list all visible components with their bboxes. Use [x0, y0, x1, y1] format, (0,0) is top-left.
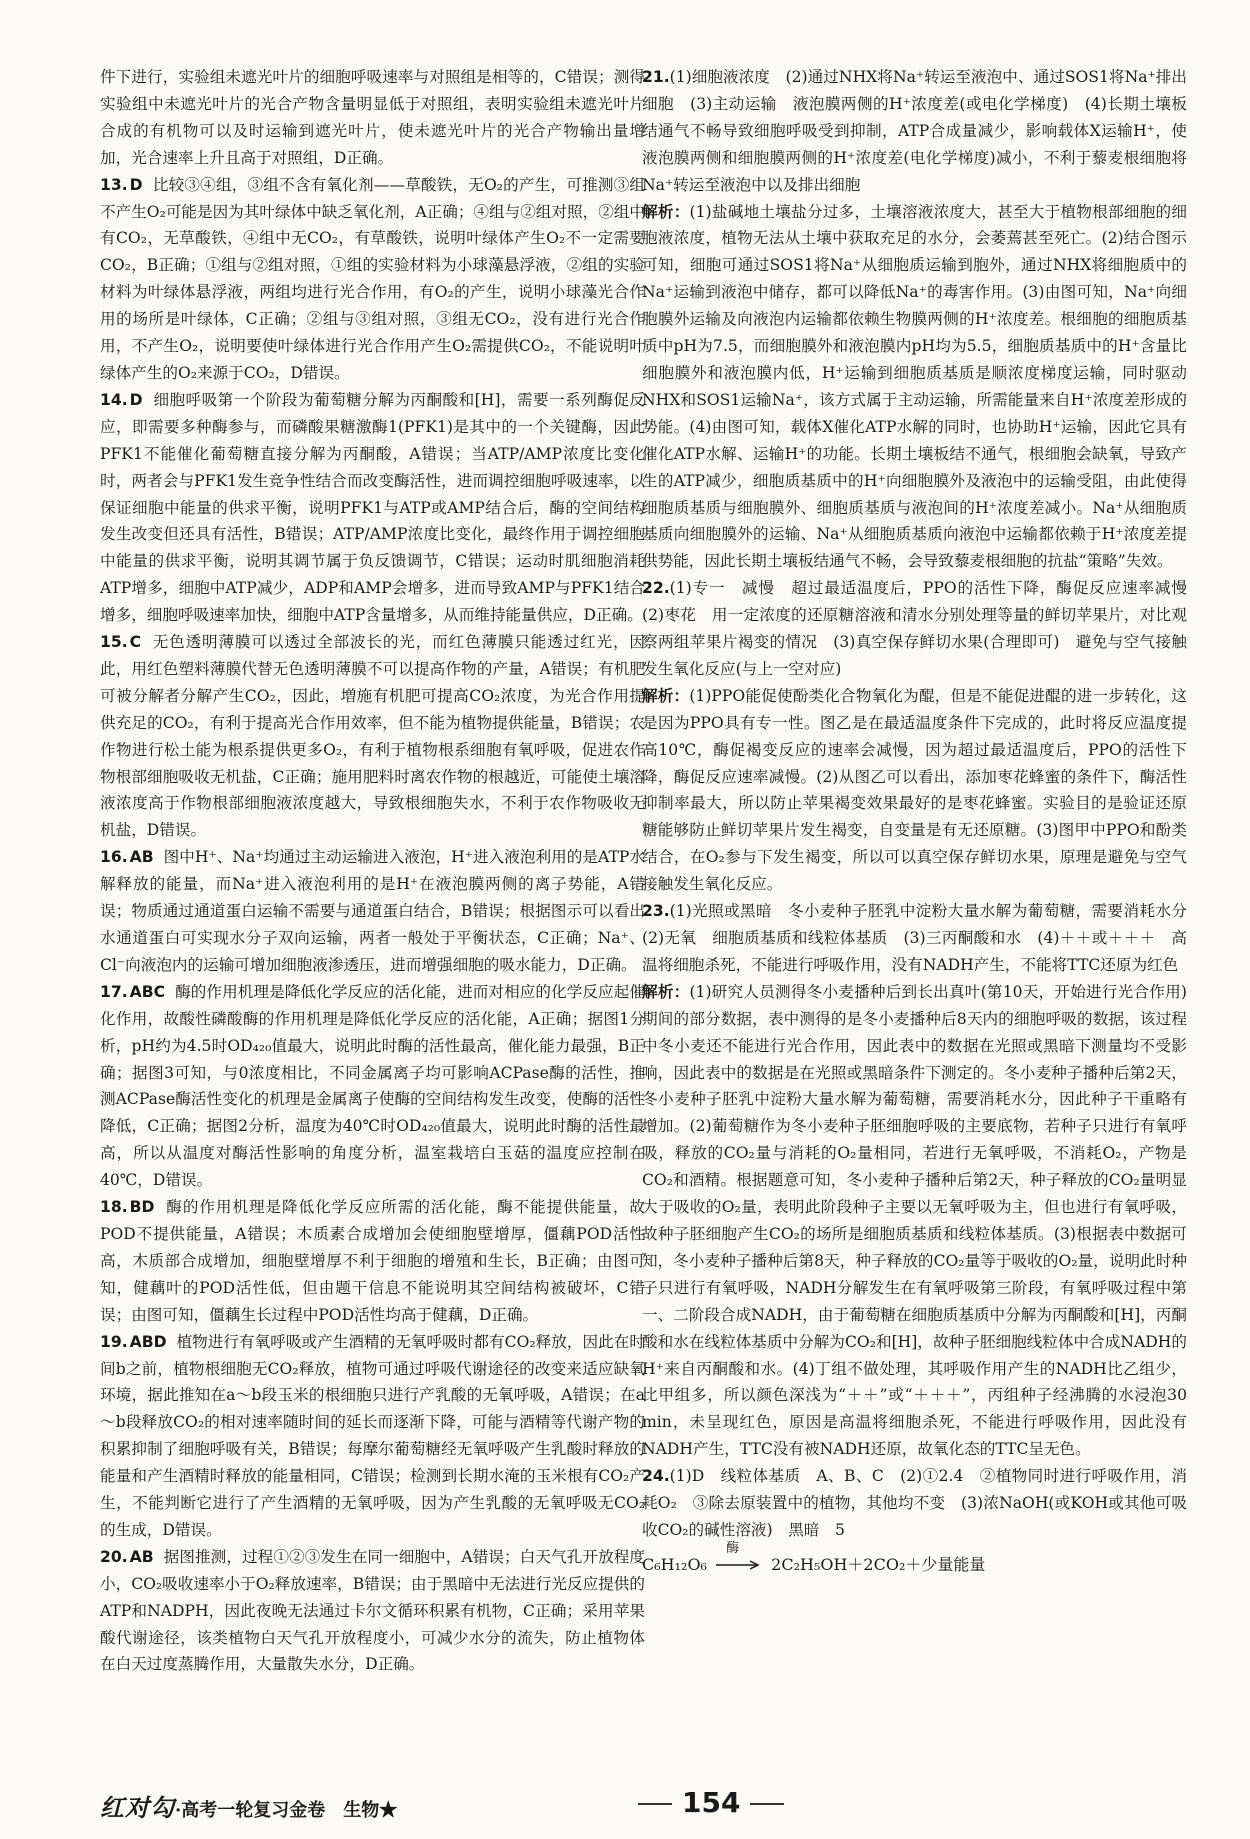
left-column [100, 64, 645, 1678]
q18-answer: BD [129, 1198, 155, 1217]
q17-number: 17. [100, 982, 128, 1001]
q13 [100, 172, 645, 387]
q22-analysis-label: 解析： [642, 686, 690, 705]
q19 [100, 1329, 645, 1544]
q20 [100, 1544, 645, 1679]
q22-answer: (1)专一 减慢 超过最适温度后，PPO的活性下降，酶促反应速率减慢 (2)枣花 用一定浓度的还原糖溶液和清水分别处理等量的鲜切苹果片，对比观察两组苹果片褐变的情况 (3)真空保存鲜切水果(合理即可) 避免与空气接触发生氧化反应(与上一空对应) [642, 579, 1203, 678]
equation-enzyme-label: 酶 [726, 1540, 740, 1556]
q21-analysis [642, 199, 1187, 576]
fermentation-equation [642, 1540, 1187, 1579]
q13-text: 比较③④组，③组不含有氧化剂——草酸铁，无O₂的产生，可推测③组不产生O₂可能是因为其叶绿体中缺乏氧化剂，A正确；④组与②组对照，②组中有CO₂，无草酸铁，④组中无CO₂，有草酸铁，说明叶绿体产生O₂不一定需要CO₂，B正确；①组与②组对照，①组的实验材料为小球藻悬浮液，②组的实验材料为叶绿体悬浮液，两组均进行光合作用，有O₂的产生，说明小球藻光合作用的场所是叶绿体，C正确；②组与③组对照，③组无CO₂，没有进行光合作用，不产生O₂，说明要使叶绿体进行光合作用产生O₂需提供CO₂，不能说明叶绿体产生的O₂来源于CO₂，D错误。 [100, 175, 645, 382]
q15-text: 无色透明薄膜可以透过全部波长的光，而红色薄膜只能透过红光，因此，用红色塑料薄膜代替无色透明薄膜不可以提高作物的产量，A错误；有机肥可被分解者分解产生CO₂，因此，増施有机肥可提高CO₂浓度，为光合作用提供充足的CO₂，有利于提高光合作用效率，但不能为植物提供能量，B错误；农作物进行松土能为根系提供更多O₂，有利于植物根系细胞有氧呼吸，促进农作物根部细胞吸收无机盐，C正确；施用肥料时离农作物的根越近，可能使土壤溶液浓度高于作物根部细胞液浓度越大，导致根细胞失水，不利于农作物吸收无机盐，D错误。 [100, 633, 645, 840]
page-footer [100, 1788, 1180, 1822]
q18-text: 酶的作用机理是降低化学反应所需的活化能，酶不能提供能量，故POD不提供能量，A错误；木质素合成增加会使细胞壁增厚，僵藕POD活性高，木质部合成增加，细胞壁增厚不利于细胞的增殖和生长，B正确；由图可知，健藕叶的POD活性低，但由题干信息不能说明其空间结构被破坏，C错误；由图可知，僵藕生长过程中POD活性均高于健藕，D正确。 [100, 1198, 645, 1324]
q17-text: 酶的作用机理是降低化学反应的活化能，进而对相应的化学反应起催化作用，故酸性磷酸酶的作用机理是降低化学反应的活化能，A正确；据图1分析，pH约为4.5时OD₄₂₀值最大，说明此时酶的活性最高，催化能力最强，B正确；据图3可知，与0浓度相比，不同金属离子均可影响ACPase酶的活性，推测ACPase酶活性变化的机理是金属离子使酶的空间结构发生改变，使酶的活性降低，C正确；据图2分析，温度为40℃时OD₄₂₀值最大，说明此时酶的活性最高，所以从温度对酶活性影响的角度分析，温室栽培白玉菇的温度应控制在40℃，D错误。 [100, 982, 645, 1190]
q24-number: 24. [642, 1467, 670, 1486]
q18 [100, 1194, 645, 1329]
q15-answer: C [129, 633, 142, 652]
q20-text: 据图推测，过程①②③发生在同一细胞中，A错误；白天气孔开放程度小，CO₂吸收速率小于O₂释放速率，B错误；由于黑暗中无法进行光反应提供的ATP和NADPH，因此夜晚无法通过卡尔文循环积累有机物，C正确；采用苹果酸代谢途径，该类植物白天气孔开放程度小，可减少水分的流失，防止植物体在白天过度蒸腾作用，大量散失水分，D正确。 [100, 1547, 646, 1674]
dash-left [638, 1803, 672, 1805]
q19-text: 植物进行有氧呼吸或产生酒精的无氧呼吸时都有CO₂释放，因此在时间b之前，植物根细胞无CO₂释放，植物可通过呼吸代谢途径的改变来适应缺氧环境，据此推知在a～b段玉米的根细胞只进行产乳酸的无氧呼吸，A错误；在a～b段释放CO₂的相对速率随时间的延长而逐渐下降，可能与酒精等代谢产物的积累抑制了细胞呼吸有关，B错误；每摩尔葡萄糖经无氧呼吸产生乳酸时释放的能量和产生酒精时释放的能量相同，C错误；检测到长期水淹的玉米根有CO₂产生，不能判断它进行了产生酒精的无氧呼吸，因为产生乳酸的无氧呼吸无CO₂的生成，D错误。 [100, 1332, 645, 1539]
q21 [642, 64, 1187, 199]
q24-answer: (1)D 线粒体基质 A、B、C (2)①2.4 ②植物同时进行呼吸作用，消耗O₂ ③除去原装置中的植物，其他均不变 (3)浓NaOH(或KOH或其他可吸收CO₂的碱性溶液) 黑暗 5 [642, 1467, 1187, 1539]
page-number [628, 1786, 794, 1819]
brand [100, 1788, 397, 1823]
equation-arrow [716, 1540, 762, 1579]
brand-logo: 红对勾 [100, 1793, 175, 1822]
q21-analysis-label: 解析： [642, 202, 690, 221]
q21-analysis-text: (1)盐碱地土壤盐分过多，土壤溶液浓度大，甚至大于植物根部细胞的细胞液浓度，植物无法从土壤中获取充足的水分，会萎蔫甚至死亡。(2)结合图示可知，细胞可通过SOS1将Na⁺从细胞质运输到胞外，通过NHX将细胞质中的Na⁺运输到液泡中储存，都可以降低Na⁺的毒害作用。(3)由图可知，Na⁺向细胞膜外运输及向液泡内运输都依赖生物膜两侧的H⁺浓度差。根细胞的细胞质基质中pH为7.5，而细胞膜外和液泡膜内pH均为5.5，细胞质基质中的H⁺含量比细胞膜外和液泡膜内低，H⁺运输到细胞质基质是顺浓度梯度运输，同时驱动NHX和SOS1运输Na⁺，该方式属于主动运输，所需能量来自H⁺浓度差形成的势能。(4)由图可知，载体X催化ATP水解的同时，也协助H⁺运输，因此它具有催化ATP水解、运输H⁺的功能。长期土壤板结不通气，根细胞会缺氧，导致产生的ATP减少，细胞质基质中的H⁺向细胞膜外及液泡中的运输受阻，由此使得细胞质基质与细胞膜外、细胞质基质与液泡间的H⁺浓度差减小。Na⁺从细胞质基质向细胞膜外的运输、Na⁺从细胞质基质向液泡中运输都依赖于H⁺浓度差提供势能，因此长期土壤板结通气不畅，会导致藜麦根细胞的抗盐“策略”失效。 [642, 202, 1187, 571]
q23-analysis [642, 979, 1187, 1463]
equation-products: 2C₂H₅OH＋2CO₂＋少量能量 [771, 1554, 986, 1574]
q12-text: 件下进行，实验组未遮光叶片的细胞呼吸速率与对照组是相等的，C错误；测得实验组中未遮光叶片的光合产物含量明显低于对照组，表明实验组未遮光叶片合成的有机物可以及时运输到遮光叶片，使未遮光叶片的光合产物输出量增加，光合速率上升且高于对照组，D正确。 [100, 68, 645, 167]
q22-analysis [642, 683, 1187, 898]
q21-number: 21. [642, 68, 670, 86]
q23-number: 23. [642, 902, 670, 921]
q16-text: 图中H⁺、Na⁺均通过主动运输进入液泡，H⁺进入液泡利用的是ATP水解释放的能量，而Na⁺进入液泡利用的是H⁺在液泡膜两侧的离子势能，A错误；物质通过通道蛋白运输不需要与通道蛋白结合，B错误；根据图示可以看出水通道蛋白可实现水分子双向运输，两者一般处于平衡状态，C正确；Na⁺、Cl⁻向液泡内的运输可增加细胞液渗透压，进而增强细胞的吸水能力，D正确。 [100, 848, 645, 974]
q14-number: 14. [100, 390, 128, 409]
equation-reactant: C₆H₁₂O₆ [642, 1554, 707, 1574]
q22 [642, 575, 1203, 683]
q20-number: 20. [100, 1547, 128, 1566]
q17 [100, 979, 645, 1194]
q22-number: 22. [642, 579, 670, 598]
q16-answer: AB [129, 848, 154, 867]
right-column [642, 64, 1203, 1579]
q22-analysis-text: (1)PPO能促使酚类化合物氧化为醌，但是不能促进醌的进一步转化，这是因为PPO具有专一性。图乙是在最适温度条件下完成的，此时将反应温度提高10℃，酶促褐变反应的速率会减慢，因为超过最适温度后，PPO的活性下降，酶促反应速率减慢。(2)从图乙可以看出，添加枣花蜂蜜的条件下，酶活性抑制率最大，所以防止苹果褐变效果最好的是枣花蜂蜜。实验目的是验证还原糖能够防止鲜切苹果片发生褐变，自变量是有无还原糖。(3)图甲中PPO和酚类结合，在O₂参与下发生褐变，所以可以真空保存鲜切水果，原理是避免与空气接触发生氧化反应。 [642, 686, 1187, 894]
page-number-text: 154 [682, 1786, 741, 1819]
q23 [642, 898, 1203, 979]
q12-continued [100, 64, 645, 172]
q18-number: 18. [100, 1198, 128, 1217]
q13-number: 13. [100, 175, 128, 194]
q14-answer: D [129, 390, 143, 409]
brand-series: ·高考一轮复习金卷 生物★ [175, 1800, 398, 1821]
q14-text: 细胞呼吸第一个阶段为葡萄糖分解为丙酮酸和[H]，需要一系列酶促反应，即需要多种酶参与，而磷酸果糖激酶1(PFK1)是其中的一个关键酶，因此PFK1不能催化葡萄糖直接分解为丙酮酸，A错误；当ATP/AMP浓度比变化时，两者会与PFK1发生竞争性结合而改变酶活性，进而调控细胞呼吸速率，以保证细胞中能量的供求平衡，说明PFK1与ATP或AMP结合后，酶的空间结构发生改变但还具有活性，B错误；ATP/AMP浓度比变化，最终作用于调控细胞中能量的供求平衡，说明其调节属于负反馈调节，C错误；运动时肌细胞消耗ATP增多，细胞中ATP减少，ADP和AMP会增多，进而导致AMP与PFK1结合增多，细胞呼吸速率加快，细胞中ATP含量增多，从而维持能量供应，D正确。 [100, 390, 645, 625]
q21-answer: (1)细胞液浓度 (2)通过NHX将Na⁺转运至液泡中、通过SOS1将Na⁺排出细胞 (3)主动运输 液泡膜两侧的H⁺浓度差(或电化学梯度) (4)长期土壤板结通气不畅导致细胞呼吸受到抑制，ATP合成量减少，影响载体X运输H⁺，使液泡膜两侧和细胞膜两侧的H⁺浓度差(电化学梯度)减小，不利于藜麦根细胞将Na⁺转运至液泡中以及排出细胞 [642, 68, 1187, 194]
q19-answer: ABD [129, 1332, 167, 1351]
q23-answer: (1)光照或黑暗 冬小麦种子胚乳中淀粉大量水解为葡萄糖，需要消耗水分 (2)无氧 细胞质基质和线粒体基质 (3)三丙酮酸和水 (4)＋＋或＋＋＋ 高温将细胞杀死，不能进行呼吸作用，没有NADH产生，不能将TTC还原为红色 [642, 902, 1203, 974]
q13-answer: D [129, 175, 143, 194]
q16-number: 16. [100, 848, 128, 867]
q17-answer: ABC [129, 982, 166, 1001]
q23-analysis-label: 解析： [642, 982, 690, 1001]
dash-right [750, 1803, 784, 1805]
q16 [100, 844, 645, 979]
q24 [642, 1463, 1187, 1579]
q20-answer: AB [129, 1547, 154, 1566]
q15-number: 15. [100, 633, 128, 652]
q14 [100, 387, 645, 629]
q23-analysis-text: (1)研究人员测得冬小麦播种后到长出真叶(第10天，开始进行光合作用)期间的部分数据，表中测得的是冬小麦播种后8天内的细胞呼吸的数据，该过程中冬小麦还不能进行光合作用，因此表中的数据在光照或黑暗下测量均不受影响，因此表中的数据是在光照或黑暗条件下测定的。冬小麦种子播种后第2天，冬小麦种子胚乳中淀粉大量水解为葡萄糖，需要消耗水分，因此种子干重略有增加。(2)葡萄糖作为冬小麦种子胚细胞呼吸的主要底物，若种子只进行有氧呼吸，释放的CO₂量与消耗的O₂量相同，若进行无氧呼吸，不消耗O₂，产物是CO₂和酒精。根据题意可知，冬小麦种子播种后第2天，种子释放的CO₂量明显大于吸收的O₂量，表明此阶段种子主要以无氧呼吸为主，但也进行有氧呼吸，故种子胚细胞产生CO₂的场所是细胞质基质和线粒体基质。(3)根据表中数据可知，冬小麦种子播种后第8天，种子释放的CO₂量等于吸收的O₂量，说明此时种子只进行有氧呼吸，NADH分解发生在有氧呼吸第三阶段，有氧呼吸过程中第一、二阶段合成NADH，由于葡萄糖在细胞质基质中分解为丙酮酸和[H]，丙酮酸和水在线粒体基质中分解为CO₂和[H]，故种子胚细胞线粒体中合成NADH的H⁺来自丙酮酸和水。(4)丁组不做处理，其呼吸作用产生的NADH比乙组少，比甲组多，所以颜色深浅为“＋＋”或“＋＋＋”，丙组种子经沸腾的水浸泡30 min，未呈现红色，原因是高温将细胞杀死，不能进行呼吸作用，因此没有NADH产生，TTC没有被NADH还原，故氧化态的TTC呈无色。 [642, 982, 1187, 1459]
q19-number: 19. [100, 1332, 128, 1351]
q15 [100, 629, 645, 844]
